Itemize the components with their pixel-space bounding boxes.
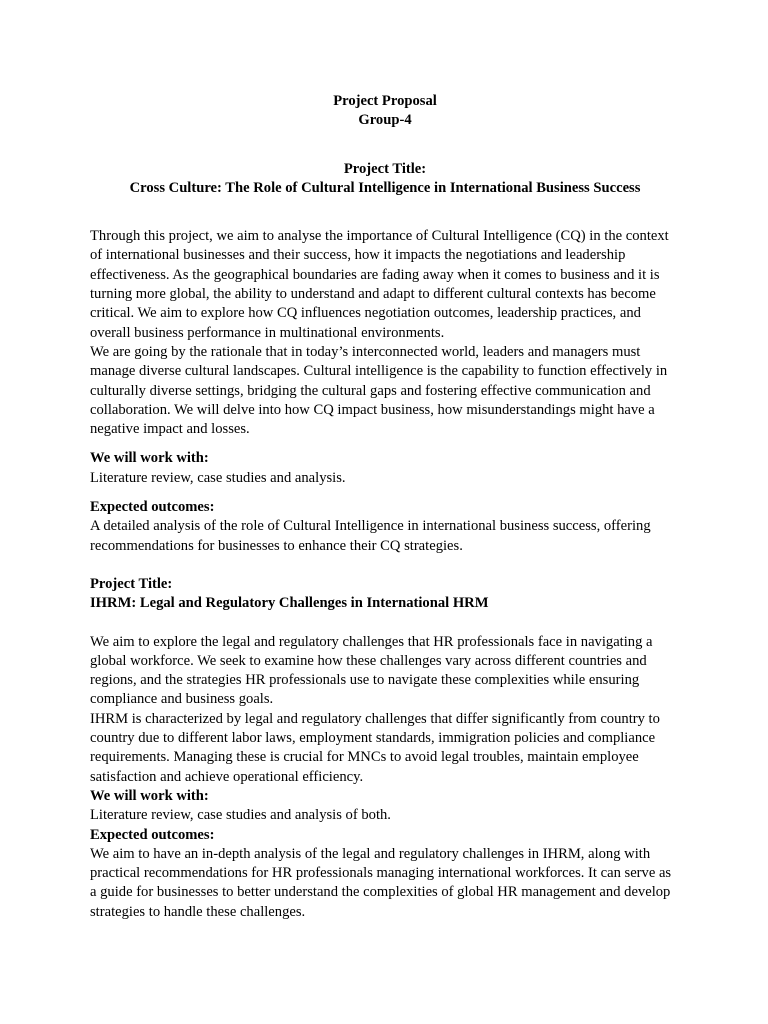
project2-work-text: Literature review, case studies and analysis of both. bbox=[90, 807, 391, 824]
group-label: Group-4 bbox=[358, 112, 412, 129]
project1-outcomes-heading: Expected outcomes: bbox=[90, 499, 215, 516]
project1-title: Cross Culture: The Role of Cultural Intelligence in International Business Success bbox=[129, 179, 641, 196]
document-title: Project Proposal bbox=[333, 93, 437, 109]
project2-work-heading: We will work with: bbox=[90, 787, 209, 804]
project1-work-text: Literature review, case studies and analysis. bbox=[90, 469, 346, 486]
project2-title: IHRM: Legal and Regulatory Challenges in International HRM bbox=[90, 595, 489, 612]
project1-outcomes-text: A detailed analysis of the role of Cultural Intelligence in international business success, offering recommendations for businesses to enhance their CQ strategies. bbox=[90, 518, 651, 554]
project2-outcomes-heading: Expected outcomes: bbox=[90, 826, 215, 843]
project2-paragraph-1: We aim to explore the legal and regulatory challenges that HR professionals face in navigating a global workforce. We seek to examine how these challenges vary across different countries and regions, and the strategies HR professionals use to navigate these complexities while ensuring compliance and business goals. bbox=[90, 633, 653, 708]
project1-paragraph-2: We are going by the rationale that in today’s interconnected world, leaders and managers must manage diverse cultural landscapes. Cultural intelligence is the capability to function effectively in culturally diverse settings, bridging the cultural gaps and fostering effective communication and collaboration. We will delve into how CQ impact business, how misunderstandings might have a negative impact and losses. bbox=[90, 343, 668, 438]
project1-work-heading: We will work with: bbox=[90, 450, 209, 467]
project2-title-label: Project Title: bbox=[90, 575, 173, 592]
project2-paragraph-2: IHRM is characterized by legal and regulatory challenges that differ significantly from country to country due to different labor laws, employment standards, immigration policies and compliance requirements. Managing these is crucial for MNCs to avoid legal troubles, maintain employee satisfaction and achieve operational efficiency. bbox=[90, 710, 660, 785]
document-page bbox=[90, 92, 680, 922]
project1-title-label: Project Title: bbox=[343, 160, 427, 177]
project1-paragraph-1: Through this project, we aim to analyse the importance of Cultural Intelligence (CQ) in the context of international businesses and their success, how it impacts the negotiations and leadership effectiveness. As the geographical boundaries are fading away when it comes to business and it is turning more global, the ability to understand and adapt to different cultural contexts has become critical. We aim to explore how CQ influences negotiation outcomes, leadership practices, and overall business performance in multinational environments. bbox=[90, 228, 669, 341]
project2-outcomes-text: We aim to have an in-depth analysis of the legal and regulatory challenges in IHRM, along with practical recommendations for HR professionals managing international workforces. It can serve as a guide for businesses to better understand the complexities of global HR management and develop strategies to handle these challenges. bbox=[90, 845, 672, 920]
